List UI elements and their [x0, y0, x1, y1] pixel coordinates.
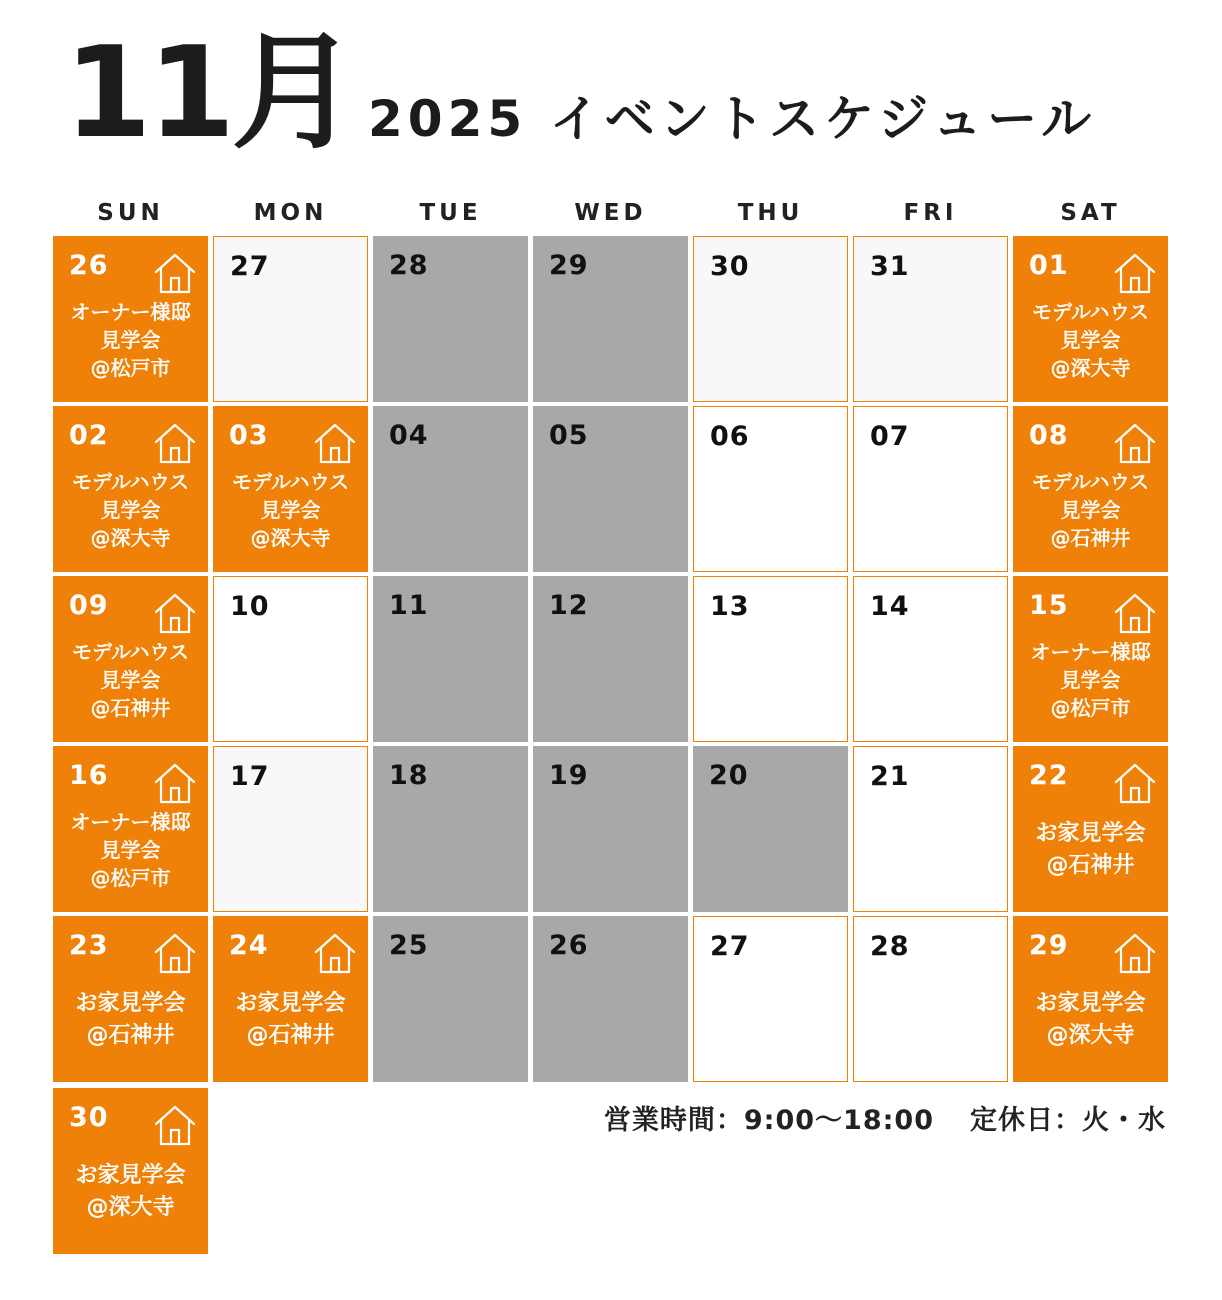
business-hours: 営業時間：9:00〜18:00 [603, 1105, 934, 1136]
day-number: 09 [69, 590, 109, 621]
event-line: @深大寺 [90, 526, 171, 550]
day-cell[interactable] [693, 406, 848, 572]
event-description [1013, 468, 1168, 552]
event-line: @深大寺 [250, 526, 331, 550]
day-cell[interactable] [693, 916, 848, 1082]
closed-day-cell[interactable] [533, 576, 688, 742]
event-line: 見学会 [100, 328, 161, 352]
event-day-cell[interactable] [53, 746, 208, 912]
house-icon [152, 250, 198, 296]
event-day-cell[interactable] [53, 406, 208, 572]
event-line: モデルハウス [1032, 470, 1149, 494]
event-day-cell[interactable] [1013, 916, 1168, 1082]
day-cell[interactable] [853, 916, 1008, 1082]
day-number: 28 [389, 250, 429, 281]
day-number: 30 [710, 251, 750, 282]
day-number: 27 [230, 251, 270, 282]
event-line: @松戸市 [90, 356, 171, 380]
day-number: 06 [710, 421, 750, 452]
day-cell[interactable] [213, 576, 368, 742]
event-description [1013, 638, 1168, 722]
closed-day-cell[interactable] [533, 746, 688, 912]
closed-day-cell[interactable] [533, 916, 688, 1082]
event-line: お家見学会 [235, 991, 346, 1016]
day-number: 27 [710, 931, 750, 962]
closed-day-cell[interactable] [373, 746, 528, 912]
day-cell[interactable] [693, 236, 848, 402]
house-icon [312, 930, 358, 976]
business-info [604, 1098, 1166, 1137]
event-description [1013, 818, 1168, 882]
day-number: 08 [1029, 420, 1069, 451]
day-number: 29 [549, 250, 589, 281]
day-number: 26 [549, 930, 589, 961]
day-number: 11 [389, 590, 429, 621]
closed-day-cell[interactable] [533, 406, 688, 572]
closed-days: 定休日：火・水 [970, 1105, 1166, 1136]
weekday-6: SAT [1060, 200, 1121, 226]
event-line: @松戸市 [1050, 696, 1131, 720]
weekday-3: WED [574, 200, 647, 226]
event-line: 見学会 [260, 498, 321, 522]
day-number: 15 [1029, 590, 1069, 621]
event-line: @松戸市 [90, 866, 171, 890]
day-number: 20 [709, 760, 749, 791]
day-number: 29 [1029, 930, 1069, 961]
weekday-1: MON [253, 200, 328, 226]
day-number: 17 [230, 761, 270, 792]
day-cell[interactable] [213, 236, 368, 402]
weekday-4: THU [737, 200, 804, 226]
event-line: モデルハウス [72, 640, 189, 664]
event-day-cell[interactable] [1013, 576, 1168, 742]
day-number: 05 [549, 420, 589, 451]
event-line: モデルハウス [1032, 300, 1149, 324]
event-line: お家見学会 [1035, 821, 1146, 846]
event-description [53, 638, 208, 722]
event-line: モデルハウス [232, 470, 349, 494]
closed-day-cell[interactable] [373, 236, 528, 402]
event-line: @深大寺 [1046, 1023, 1135, 1048]
house-icon [1112, 760, 1158, 806]
weekday-2: TUE [419, 200, 482, 226]
day-number: 26 [69, 250, 109, 281]
event-line: @深大寺 [86, 1195, 175, 1220]
event-line: 見学会 [1060, 328, 1121, 352]
event-line: 見学会 [100, 838, 161, 862]
event-description [53, 1160, 208, 1224]
day-number: 16 [69, 760, 109, 791]
event-description [213, 468, 368, 552]
day-number: 12 [549, 590, 589, 621]
event-line: お家見学会 [75, 991, 186, 1016]
house-icon [152, 590, 198, 636]
house-icon [152, 760, 198, 806]
event-day-cell[interactable] [1013, 236, 1168, 402]
event-day-cell[interactable] [53, 236, 208, 402]
event-line: お家見学会 [1035, 991, 1146, 1016]
day-number: 25 [389, 930, 429, 961]
event-day-cell[interactable] [53, 1088, 208, 1254]
house-icon [152, 930, 198, 976]
house-icon [312, 420, 358, 466]
month-title: 11月 [64, 19, 354, 166]
day-number: 23 [69, 930, 109, 961]
event-description [53, 298, 208, 382]
event-description [53, 988, 208, 1052]
event-day-cell[interactable] [1013, 746, 1168, 912]
event-description [53, 468, 208, 552]
day-cell[interactable] [213, 746, 368, 912]
weekday-5: FRI [903, 200, 958, 226]
event-line: 見学会 [1060, 498, 1121, 522]
event-line: お家見学会 [75, 1163, 186, 1188]
event-description [213, 988, 368, 1052]
day-number: 19 [549, 760, 589, 791]
event-description [1013, 988, 1168, 1052]
event-line: @石神井 [90, 696, 171, 720]
day-number: 28 [870, 931, 910, 962]
closed-day-cell[interactable] [373, 406, 528, 572]
event-day-cell[interactable] [213, 406, 368, 572]
event-line: @深大寺 [1050, 356, 1131, 380]
day-number: 14 [870, 591, 910, 622]
event-day-cell[interactable] [53, 576, 208, 742]
event-day-cell[interactable] [213, 916, 368, 1082]
day-number: 10 [230, 591, 270, 622]
closed-day-cell[interactable] [373, 916, 528, 1082]
event-line: 見学会 [100, 668, 161, 692]
day-number: 21 [870, 761, 910, 792]
day-number: 30 [69, 1102, 109, 1133]
event-description [53, 808, 208, 892]
event-description [1013, 298, 1168, 382]
closed-day-cell[interactable] [533, 236, 688, 402]
event-line: 見学会 [1060, 668, 1121, 692]
day-number: 03 [229, 420, 269, 451]
closed-day-cell[interactable] [693, 746, 848, 912]
event-day-cell[interactable] [1013, 406, 1168, 572]
day-number: 24 [229, 930, 269, 961]
house-icon [1112, 250, 1158, 296]
event-line: オーナー様邸 [1030, 640, 1151, 664]
house-icon [1112, 420, 1158, 466]
day-number: 01 [1029, 250, 1069, 281]
house-icon [152, 1102, 198, 1148]
event-line: @石神井 [86, 1023, 175, 1048]
event-line: オーナー様邸 [70, 300, 191, 324]
day-cell[interactable] [853, 406, 1008, 572]
day-number: 13 [710, 591, 750, 622]
day-cell[interactable] [853, 236, 1008, 402]
house-icon [1112, 590, 1158, 636]
day-number: 07 [870, 421, 910, 452]
day-number: 04 [389, 420, 429, 451]
closed-day-cell[interactable] [373, 576, 528, 742]
event-day-cell[interactable] [53, 916, 208, 1082]
event-line: @石神井 [1050, 526, 1131, 550]
event-line: 見学会 [100, 498, 161, 522]
day-number: 18 [389, 760, 429, 791]
schedule-subtitle: 2025 イベントスケジュール [368, 90, 1097, 148]
day-number: 22 [1029, 760, 1069, 791]
day-cell[interactable] [853, 576, 1008, 742]
event-line: オーナー様邸 [70, 810, 191, 834]
day-number: 02 [69, 420, 109, 451]
house-icon [1112, 930, 1158, 976]
day-number: 31 [870, 251, 910, 282]
day-cell[interactable] [693, 576, 848, 742]
event-line: @石神井 [246, 1023, 335, 1048]
event-line: モデルハウス [72, 470, 189, 494]
event-line: @石神井 [1046, 853, 1135, 878]
weekday-0: SUN [97, 200, 164, 226]
day-cell[interactable] [853, 746, 1008, 912]
house-icon [152, 420, 198, 466]
